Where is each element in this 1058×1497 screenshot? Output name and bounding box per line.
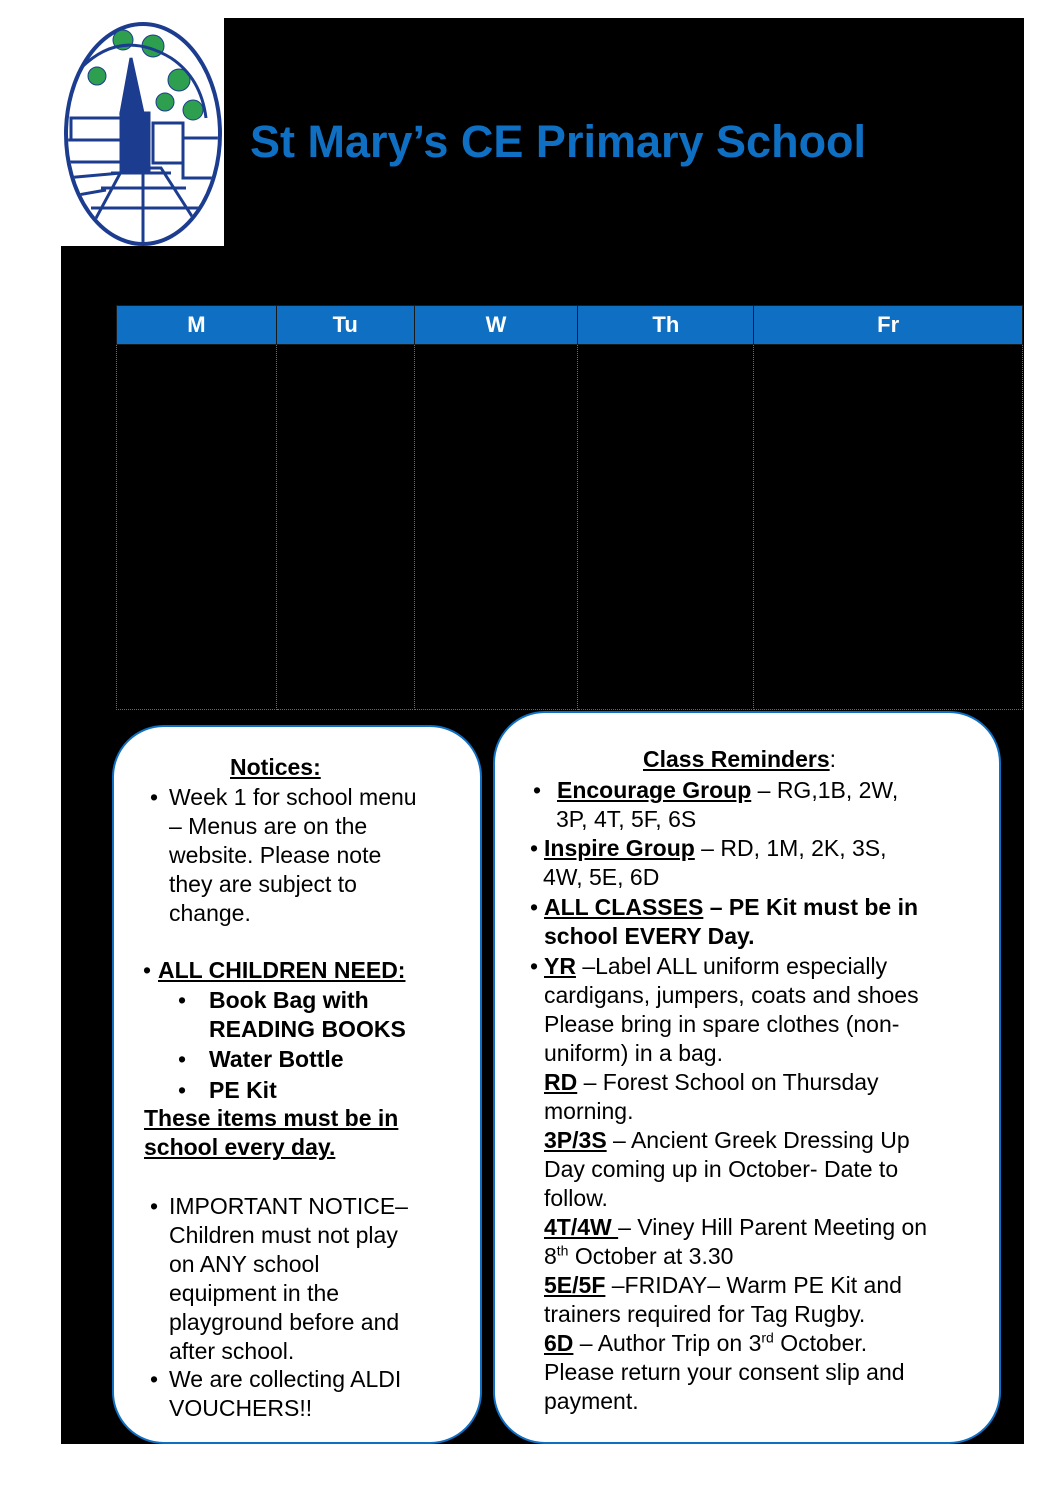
notices-title: Notices: (230, 754, 321, 780)
reminder-encourage-classes: 3P, 4T, 5F, 6S (556, 806, 697, 832)
class-reminders-panel (493, 711, 1001, 1444)
item-pe-kit: PE Kit (209, 1077, 277, 1103)
reminder-yr: YR –Label ALL uniform especially cardigans, jumpers, coats and shoes Please bring in spare clothes (non- uniform) in a bag. RD – Forest School on Thursday morning. 3P/3S – Ancient Greek Dressing Up Day coming up in October- Date to follow. 4T/4W – Viney Hill Parent Meeting on 8th October at 3.30 5E/5F –FRIDAY– Warm PE Kit and trainers required for Tag Rugby. 6D – Author Trip on 3rd October. Please return your consent slip and payment. (544, 953, 928, 1414)
day-cell-friday (754, 345, 1023, 710)
reminder-inspire-classes: 4W, 5E, 6D (543, 864, 660, 890)
day-header-wednesday: W (414, 306, 578, 345)
bullet-icon: • (178, 1046, 187, 1072)
bullet-icon: • (178, 987, 187, 1013)
weekly-timetable (116, 305, 1023, 710)
menu-notice: Week 1 for school menu – Menus are on the website. Please note they are subject to change. (169, 784, 417, 926)
day-header-tuesday: Tu (276, 306, 414, 345)
aldi-notice: We are collecting ALDI VOUCHERS!! (169, 1366, 402, 1421)
reminder-all-classes: ALL CLASSES – PE Kit must be in school EVERY Day. (544, 894, 919, 949)
reminder-encourage: Encourage Group – RG,1B, 2W, (557, 777, 899, 803)
day-cell-tuesday (276, 345, 414, 710)
school-name-title: St Mary’s CE Primary School (250, 116, 867, 167)
day-header-monday: M (117, 306, 277, 345)
day-cell-monday (117, 345, 277, 710)
children-need-title: ALL CHILDREN NEED: (158, 957, 406, 983)
day-cell-wednesday (414, 345, 578, 710)
notices-panel (112, 725, 482, 1444)
bullet-icon: • (150, 1193, 159, 1219)
day-header-friday: Fr (754, 306, 1023, 345)
day-header-thursday: Th (578, 306, 754, 345)
items-note: These items must be in school every day. (144, 1105, 399, 1160)
bullet-icon: • (178, 1077, 187, 1103)
day-cell-thursday (578, 345, 754, 710)
bullet-icon: • (530, 894, 539, 920)
bullet-icon: • (533, 777, 542, 803)
bullet-icon: • (150, 1366, 159, 1392)
reminders-title: Class Reminders: (643, 746, 837, 772)
bullet-icon: • (530, 953, 539, 979)
school-logo (61, 18, 224, 246)
bullet-icon: • (143, 957, 152, 983)
important-notice: IMPORTANT NOTICE– Children must not play on ANY school equipment in the playground before and after school. (169, 1193, 408, 1364)
item-book-bag: Book Bag with READING BOOKS (209, 987, 406, 1042)
reminder-inspire: Inspire Group – RD, 1M, 2K, 3S, (544, 835, 887, 861)
bullet-icon: • (150, 784, 159, 810)
bullet-icon: • (530, 835, 539, 861)
item-water-bottle: Water Bottle (209, 1046, 344, 1072)
